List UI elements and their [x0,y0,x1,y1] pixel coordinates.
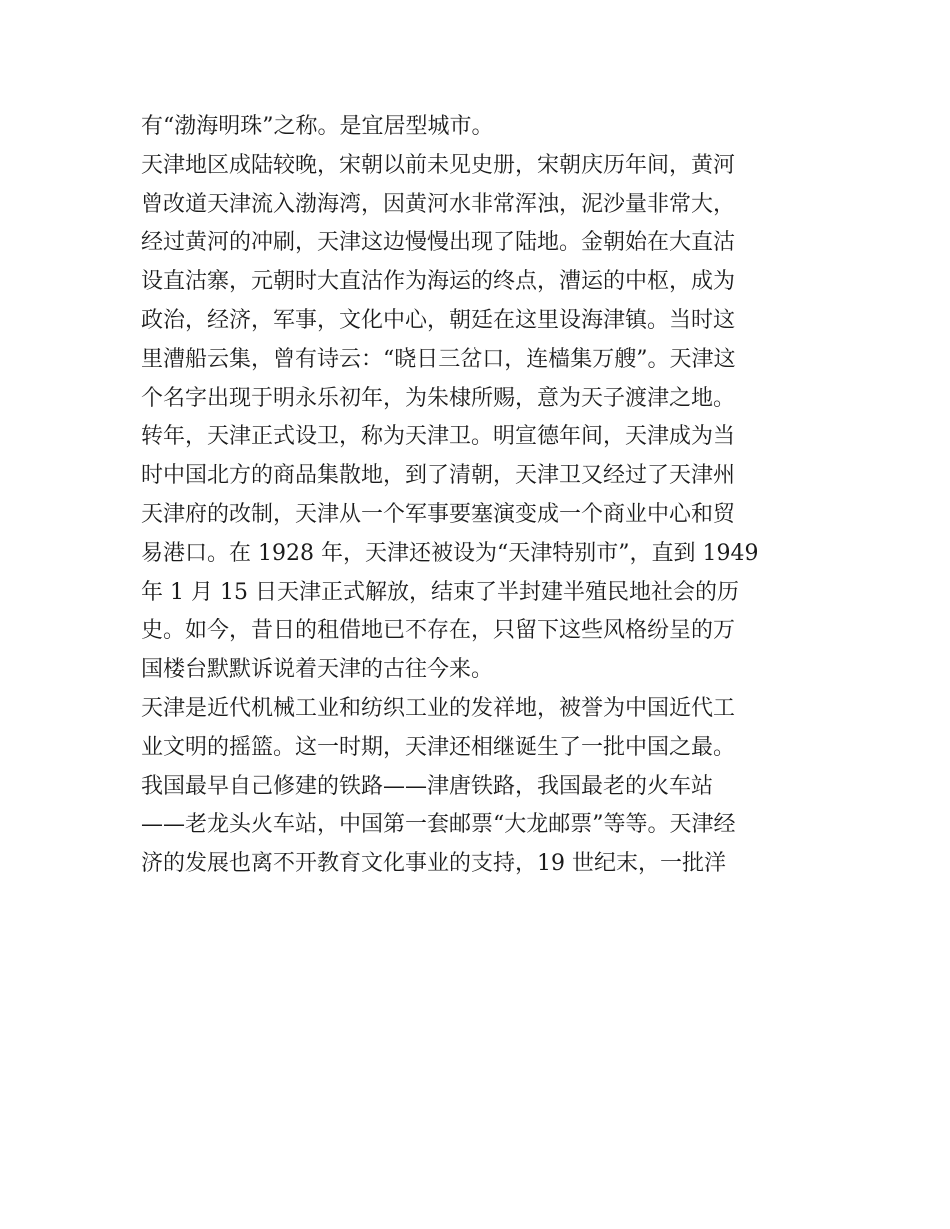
text-line: 时中国北方的商品集散地，到了清朝，天津卫又经过了天津州 [141,463,736,489]
text-line: ——老龙头火车站，中国第一套邮票“大龙邮票”等等。天津经 [141,812,736,838]
text-line: 我国最早自己修建的铁路——津唐铁路，我国最老的火车站 [141,773,714,799]
text-line: 济的发展也离不开教育文化事业的支持，19 世纪末，一批洋 [141,851,726,877]
text-line: 业文明的摇篮。这一时期，天津还相继诞生了一批中国之最。 [141,734,736,760]
text-line: 政治，经济，军事，文化中心，朝廷在这里设海津镇。当时这 [141,307,736,333]
text-line: 曾改道天津流入渤海湾，因黄河水非常浑浊，泥沙量非常大， [141,191,736,217]
text-line: 经过黄河的冲刷，天津这边慢慢出现了陆地。金朝始在大直沽 [141,230,736,256]
text-line: 国楼台默默诉说着天津的古往今来。 [141,657,494,683]
text-line: 个名字出现于明永乐初年，为朱棣所赐，意为天子渡津之地。 [141,385,736,411]
text-line: 天津是近代机械工业和纺织工业的发祥地，被誉为中国近代工 [141,695,736,721]
text-line: 年 1 月 15 日天津正式解放，结束了半封建半殖民地社会的历 [141,579,739,605]
text-line: 天津地区成陆较晚，宋朝以前未见史册，宋朝庆历年间，黄河 [141,152,736,178]
text-line: 转年，天津正式设卫，称为天津卫。明宣德年间，天津成为当 [141,424,736,450]
text-line: 有“渤海明珠”之称。是宜居型城市。 [141,114,494,139]
body-text [141,108,813,884]
text-line: 里漕船云集，曾有诗云：“晓日三岔口，连樯集万艘”。天津这 [141,346,736,372]
text-line: 史。如今，昔日的租借地已不存在，只留下这些风格纷呈的万 [141,618,736,644]
text-line: 设直沽寨，元朝时大直沽作为海运的终点，漕运的中枢，成为 [141,269,736,295]
text-line: 天津府的改制，天津从一个军事要塞演变成一个商业中心和贸 [141,501,736,527]
text-line: 易港口。在 1928 年，天津还被设为“天津特别市”，直到 1949 [141,540,759,566]
